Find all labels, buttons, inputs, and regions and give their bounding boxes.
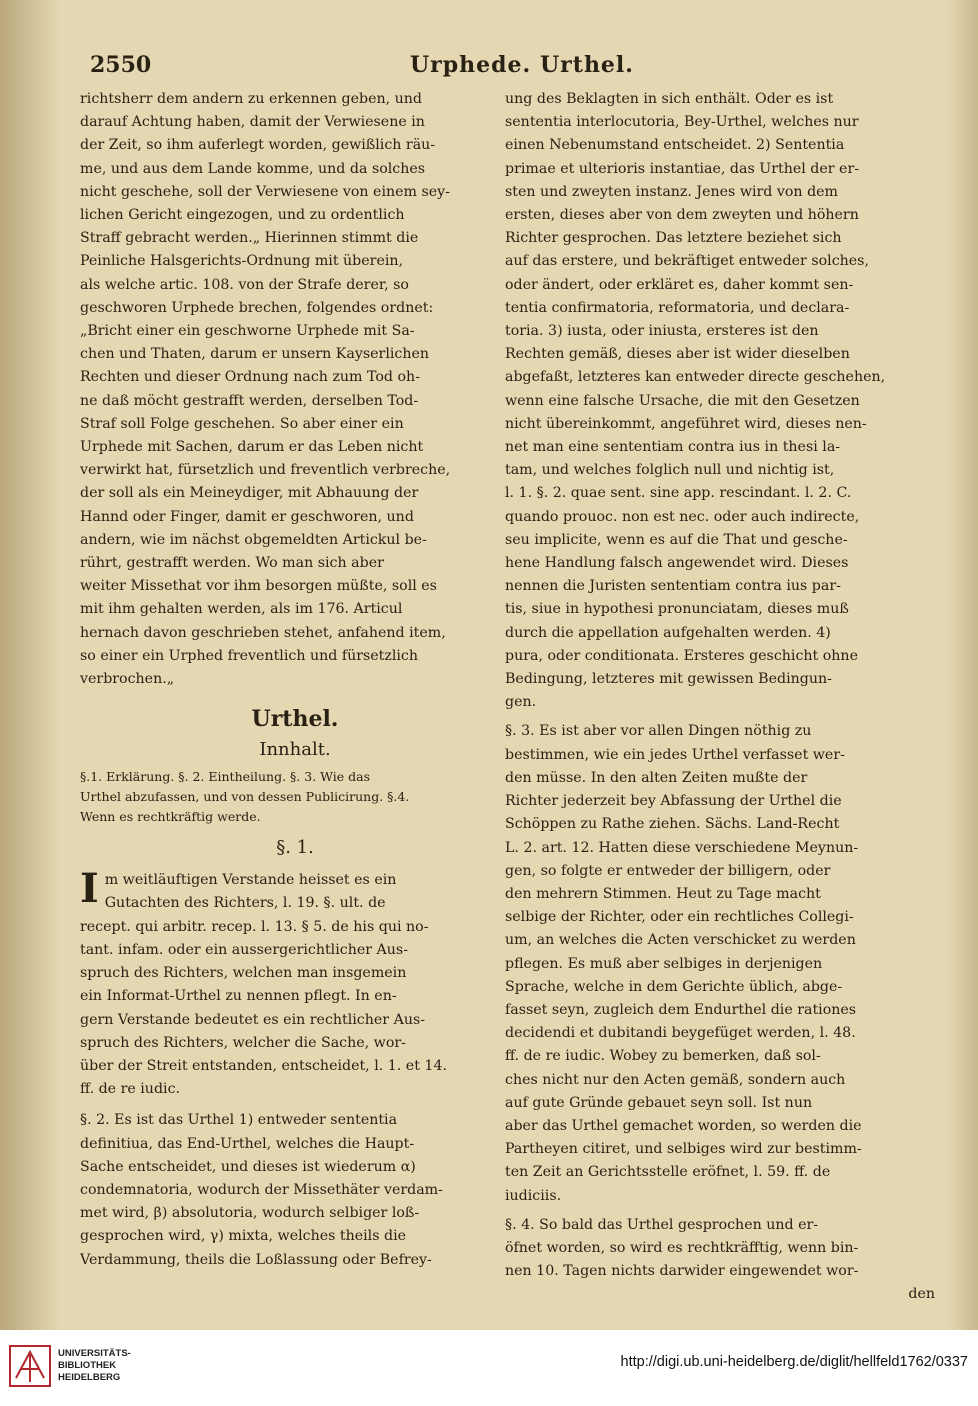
text-line: tentia confirmatoria, reformatoria, und declara-: [505, 299, 850, 316]
text-line: tis, siue in hypothesi pronunciatam, dieses muß: [505, 601, 849, 618]
text-line: Sache entscheidet, und dieses ist wiederum α): [80, 1158, 416, 1175]
running-head-right: Urthel.: [540, 52, 634, 78]
text-line: Verdammung, theils die Loßlassung oder Befrey-: [80, 1251, 432, 1268]
source-url[interactable]: http://digi.ub.uni-heidelberg.de/diglit/hellfeld1762/0337: [620, 1354, 968, 1370]
text-line: den müsse. In den alten Zeiten mußte der: [505, 769, 808, 786]
text-line: andern, wie im nächst obgemeldten Artickul be-: [80, 531, 427, 548]
text-line: tam, und welches folglich null und nichtig ist,: [505, 462, 835, 479]
text-line: Straf soll Folge geschehen. So aber einer ein: [80, 415, 404, 432]
right-column: [505, 88, 935, 1307]
text-line: Rechten gemäß, dieses aber ist wider dieselben: [505, 346, 850, 363]
text-line: l. 1. §. 2. quae sent. sine app. rescindant. l. 2. C.: [505, 485, 852, 502]
text-line: der soll als ein Meineydiger, mit Abhauung der: [80, 485, 419, 502]
text-line: verwirkt hat, fürsetzlich und freventlich verbreche,: [80, 462, 451, 479]
text-line: so einer ein Urphed freventlich und fürsetzlich: [80, 647, 419, 664]
text-line: Hannd oder Finger, damit er geschworen, und: [80, 508, 414, 525]
text-line: iudiciis.: [505, 1187, 562, 1204]
text-line: ff. de re iudic. Wobey zu bemerken, daß sol-: [505, 1048, 821, 1065]
catchword: den: [908, 1286, 935, 1303]
text-line: rührt, gestrafft werden. Wo man sich aber: [80, 555, 384, 572]
text-line: Partheyen citiret, und selbiges wird zur bestimm-: [505, 1141, 862, 1158]
left-column: [80, 88, 510, 1272]
text-line: ne daß möcht gestrafft werden, derselben Tod-: [80, 392, 419, 409]
text-line: ersten, dieses aber von dem zweyten und höhern: [505, 207, 859, 224]
text-line: Straff gebracht werden.„ Hierinnen stimmt die: [80, 230, 419, 247]
table-of-contents: [80, 767, 510, 827]
text-line: definitiua, das End-Urthel, welches die Haupt-: [80, 1135, 415, 1152]
text-line: durch die appellation aufgehalten werden. 4): [505, 624, 831, 641]
text-line: aber das Urthel gemachet worden, so werden die: [505, 1117, 862, 1134]
text-line: Sprache, welche in dem Gerichte üblich, abge-: [505, 978, 843, 995]
text-line: nennen die Juristen sententiam contra ius par-: [505, 578, 841, 595]
text-line: öfnet worden, so wird es rechtkräfftig, wenn bin-: [505, 1239, 859, 1256]
text-line: ein Informat-Urthel zu nennen pflegt. In en-: [80, 988, 397, 1005]
text-line: gen.: [505, 694, 537, 711]
page-number: 2550: [90, 52, 152, 78]
text-line: auf gute Gründe gebauet seyn soll. Ist nun: [505, 1094, 813, 1111]
text-line: spruch des Richters, welcher die Sache, wor-: [80, 1034, 406, 1051]
text-line: hernach davon geschrieben stehet, anfahend item,: [80, 624, 446, 641]
section-title: Urthel.: [251, 706, 339, 733]
text-line: primae et ulterioris instantiae, das Urthel der er-: [505, 160, 860, 177]
paragraph-mark: §. 1.: [276, 837, 314, 859]
text-line: Richter jederzeit bey Abfassung der Urthel die: [505, 793, 842, 810]
institution-name: [58, 1348, 131, 1384]
text-line: §. 2. Es ist das Urthel 1) entweder sententia: [80, 1112, 398, 1129]
text-line: um, an welches die Acten verschicket zu werden: [505, 932, 856, 949]
text-line: §.1. Erklärung. §. 2. Eintheilung. §. 3. Wie das: [80, 769, 371, 785]
text-line: Schöppen zu Rathe ziehen. Sächs. Land-Recht: [505, 816, 840, 833]
text-line: §. 3. Es ist aber vor allen Dingen nöthig zu: [505, 723, 812, 740]
text-line: einen Nebenumstand entscheidet. 2) Sententia: [505, 137, 845, 154]
text-line: fasset seyn, zugleich dem Endurthel die rationes: [505, 1001, 857, 1018]
text-line: tant. infam. oder ein aussergerichtlicher Aus-: [80, 941, 408, 958]
text-line: hene Handlung falsch angewendet wird. Dieses: [505, 555, 849, 572]
text-line: pura, oder conditionata. Ersteres geschicht ohne: [505, 647, 858, 664]
text-line: Wenn es rechtkräftig werde.: [80, 809, 261, 825]
paragraph-4: [505, 1214, 935, 1284]
text-line: ff. de re iudic.: [80, 1081, 181, 1098]
text-line: decidendi et dubitandi beygefüget werden, l. 48.: [505, 1025, 856, 1042]
text-line: ches nicht nur den Acten gemäß, sondern auch: [505, 1071, 846, 1088]
text-line: L. 2. art. 12. Hatten diese verschiedene Meynun-: [505, 839, 859, 856]
text-line: mit ihm gehalten werden, als im 176. Articul: [80, 601, 403, 618]
text-line: darauf Achtung haben, damit der Verwiesene in: [80, 114, 425, 131]
text-line: sten und zweyten instanz. Jenes wird von dem: [505, 183, 839, 200]
institution-line: HEIDELBERG: [58, 1372, 121, 1383]
text-line: quando prouoc. non est nec. oder auch indirecte,: [505, 508, 860, 525]
library-footer: [0, 1330, 978, 1406]
text-line: der Zeit, so ihm auferlegt worden, gewißlich räu-: [80, 137, 436, 154]
text-line: „Bricht einer ein geschworne Urphede mit Sa-: [80, 323, 415, 340]
text-line: richtsherr dem andern zu erkennen geben, und: [80, 91, 423, 107]
text-line: gern Verstande bedeutet es ein rechtlicher Aus-: [80, 1011, 426, 1028]
text-line: ung des Beklagten in sich enthält. Oder es ist: [505, 91, 834, 107]
text-line: verbrochen.„: [80, 671, 175, 688]
text-line: nicht geschehe, soll der Verwiesene von einem sey-: [80, 183, 450, 200]
institution-line: BIBLIOTHEK: [58, 1360, 117, 1371]
text-line: chen und Thaten, darum er unsern Kayserlichen: [80, 346, 430, 363]
university-seal-icon: [8, 1344, 52, 1388]
text-line: Gutachten des Richters, l. 19. §. ult. de: [104, 895, 386, 912]
paragraph-1: [80, 865, 510, 1101]
left-lines-top: [80, 88, 510, 691]
paragraph-1-lines: [80, 865, 510, 1101]
text-line: m weitläuftigen Verstande heisset es ein: [104, 872, 397, 889]
text-line: gen, so folgte er entweder der billigern, oder: [505, 862, 831, 879]
text-line: nicht übereinkommt, angeführet wird, dieses nen-: [505, 415, 867, 432]
text-line: recept. qui arbitr. recep. l. 13. § 5. de his qui no-: [80, 918, 429, 935]
text-line: condemnatoria, wodurch der Missethäter verdam-: [80, 1181, 443, 1198]
text-line: ten Zeit an Gerichtsstelle eröfnet, l. 59. ff. de: [505, 1164, 831, 1181]
text-line: Rechten und dieser Ordnung nach zum Tod oh-: [80, 369, 420, 386]
text-line: bestimmen, wie ein jedes Urthel verfasset wer-: [505, 746, 845, 763]
text-line: toria. 3) iusta, oder iniusta, ersteres ist den: [505, 323, 819, 340]
drop-initial: I: [80, 865, 99, 913]
text-line: Urphede mit Sachen, darum er das Leben nicht: [80, 439, 424, 456]
text-line: Richter gesprochen. Das letztere beziehet sich: [505, 230, 842, 247]
text-line: me, und aus dem Lande komme, und da solches: [80, 160, 426, 177]
text-line: gesprochen wird, γ) mixta, welches theils die: [80, 1228, 407, 1245]
text-line: met wird, β) absolutoria, wodurch selbiger loß-: [80, 1205, 420, 1222]
text-line: als welche artic. 108. von der Strafe derer, so: [80, 276, 409, 293]
text-line: net man eine sententiam contra ius in thesi la-: [505, 439, 841, 456]
running-head-left: Urphede.: [410, 52, 532, 78]
text-line: Urthel abzufassen, und von dessen Publicirung. §.4.: [80, 789, 410, 805]
text-line: auf das erstere, und bekräftiget entweder solches,: [505, 253, 869, 270]
text-line: den mehrern Stimmen. Heut zu Tage macht: [505, 885, 821, 902]
text-line: weiter Missethat vor ihm besorgen müßte, soll es: [80, 578, 437, 595]
text-line: selbige der Richter, oder ein rechtliches Collegi-: [505, 909, 854, 926]
text-line: Bedingung, letzteres mit gewissen Bedingun-: [505, 671, 832, 688]
text-line: §. 4. So bald das Urthel gesprochen und er-: [505, 1216, 819, 1233]
text-line: oder ändert, oder erkläret es, daher kommt sen-: [505, 276, 854, 293]
text-line: spruch des Richters, welchen man insgemein: [80, 965, 407, 982]
text-line: wenn eine falsche Ursache, die mit den Gesetzen: [505, 392, 860, 409]
text-line: Peinliche Halsgerichts-Ordnung mit überein,: [80, 253, 404, 270]
text-line: geschworen Urphede brechen, folgendes ordnet:: [80, 299, 434, 316]
text-line: abgefaßt, letzteres kan entweder directe geschehen,: [505, 369, 886, 386]
text-line: pflegen. Es muß aber selbiges in derjenigen: [505, 955, 823, 972]
institution-line: UNIVERSITÄTS-: [58, 1348, 131, 1359]
paragraph-3: [505, 720, 935, 1207]
text-line: lichen Gericht eingezogen, und zu ordentlich: [80, 207, 405, 224]
text-line: nen 10. Tagen nichts darwider eingewendet wor-: [505, 1263, 859, 1280]
text-line: seu implicite, wenn es auf die That und gesche-: [505, 531, 848, 548]
text-line: sententia interlocutoria, Bey-Urthel, welches nur: [505, 114, 859, 131]
right-lines-a: [505, 88, 935, 714]
section-subtitle: Innhalt.: [259, 739, 331, 761]
text-line: über der Streit entstanden, entscheidet, l. 1. et 14.: [80, 1057, 447, 1074]
paragraph-2: [80, 1109, 510, 1271]
